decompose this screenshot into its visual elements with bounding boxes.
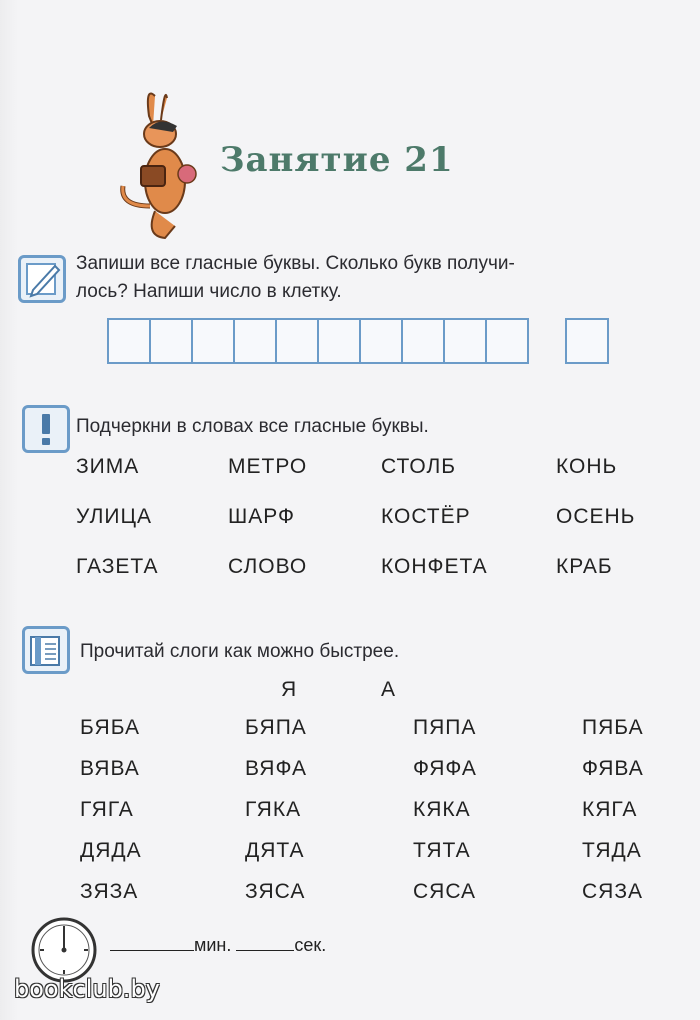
- word: КРАБ: [556, 555, 613, 578]
- syllable: ДЯТА: [245, 839, 305, 862]
- pencil-write-icon: [18, 255, 66, 303]
- word: СТОЛБ: [381, 455, 457, 478]
- task1-text-line2: лось? Напиши число в клетку.: [76, 281, 342, 302]
- stopwatch-icon: [28, 912, 100, 984]
- syllable: БЯПА: [245, 716, 307, 739]
- syllable-row: [80, 716, 660, 757]
- task1-text-line1: Запиши все гласные буквы. Сколько букв получи-: [76, 253, 515, 274]
- syllable: ДЯДА: [80, 839, 142, 862]
- vowel-cell[interactable]: [191, 318, 235, 364]
- syllable: ТЯТА: [413, 839, 471, 862]
- word: ЗИМА: [76, 455, 140, 478]
- syllable: ПЯБА: [582, 716, 644, 739]
- count-answer-cell[interactable]: [565, 318, 609, 364]
- book-icon: [22, 626, 70, 674]
- syllable: ГЯКА: [245, 798, 302, 821]
- word: ГАЗЕТА: [76, 555, 159, 578]
- seconds-blank[interactable]: [236, 932, 294, 951]
- minutes-blank[interactable]: [110, 932, 194, 951]
- vowel-cells: [107, 318, 527, 362]
- syllable-list: [80, 716, 660, 921]
- vowel-cell[interactable]: [443, 318, 487, 364]
- syllable: ФЯВА: [582, 757, 644, 780]
- word: ШАРФ: [228, 505, 295, 528]
- word: ОСЕНЬ: [556, 505, 636, 528]
- seconds-label: сек.: [294, 935, 327, 955]
- syllable: ФЯФА: [413, 757, 477, 780]
- word-row: [76, 555, 656, 605]
- syllable: ВЯВА: [80, 757, 140, 780]
- vowel-b: А: [381, 678, 396, 701]
- syllable: КЯКА: [413, 798, 471, 821]
- syllable: КЯГА: [582, 798, 638, 821]
- word: СЛОВО: [228, 555, 308, 578]
- word: КОНЬ: [556, 455, 618, 478]
- task2-text: Подчеркни в словах все гласные буквы.: [76, 416, 429, 437]
- vowel-cell[interactable]: [485, 318, 529, 364]
- word: КОНФЕТА: [381, 555, 488, 578]
- syllable: ТЯДА: [582, 839, 642, 862]
- syllable: СЯЗА: [582, 880, 644, 903]
- syllable: СЯСА: [413, 880, 477, 903]
- vowel-cell[interactable]: [317, 318, 361, 364]
- vowel-cell[interactable]: [149, 318, 193, 364]
- syllable-row: [80, 757, 660, 798]
- syllable: ЗЯСА: [245, 880, 306, 903]
- word-row: [76, 505, 656, 555]
- word-row: [76, 455, 656, 505]
- syllable: ЗЯЗА: [80, 880, 139, 903]
- syllable-row: [80, 798, 660, 839]
- watermark: bookclub.by: [14, 975, 160, 1003]
- page-title: Занятие 21: [220, 140, 454, 180]
- vowel-cell[interactable]: [359, 318, 403, 364]
- syllable: ГЯГА: [80, 798, 134, 821]
- word-list: [76, 455, 656, 605]
- task3-text: Прочитай слоги как можно быстрее.: [80, 641, 400, 662]
- minutes-label: мин.: [194, 935, 232, 955]
- vowel-cell[interactable]: [233, 318, 277, 364]
- syllable-row: [80, 839, 660, 880]
- vowel-cell[interactable]: [275, 318, 319, 364]
- word: МЕТРО: [228, 455, 308, 478]
- syllable: ПЯПА: [413, 716, 477, 739]
- vowel-a: Я: [281, 678, 297, 701]
- syllable: ВЯФА: [245, 757, 307, 780]
- vowel-cell[interactable]: [107, 318, 151, 364]
- time-record: [110, 932, 326, 956]
- kangaroo-mascot-icon: [115, 86, 225, 246]
- word: КОСТЁР: [381, 505, 471, 528]
- vowel-cell[interactable]: [401, 318, 445, 364]
- word: УЛИЦА: [76, 505, 153, 528]
- syllable: БЯБА: [80, 716, 141, 739]
- exclamation-icon: [22, 405, 70, 453]
